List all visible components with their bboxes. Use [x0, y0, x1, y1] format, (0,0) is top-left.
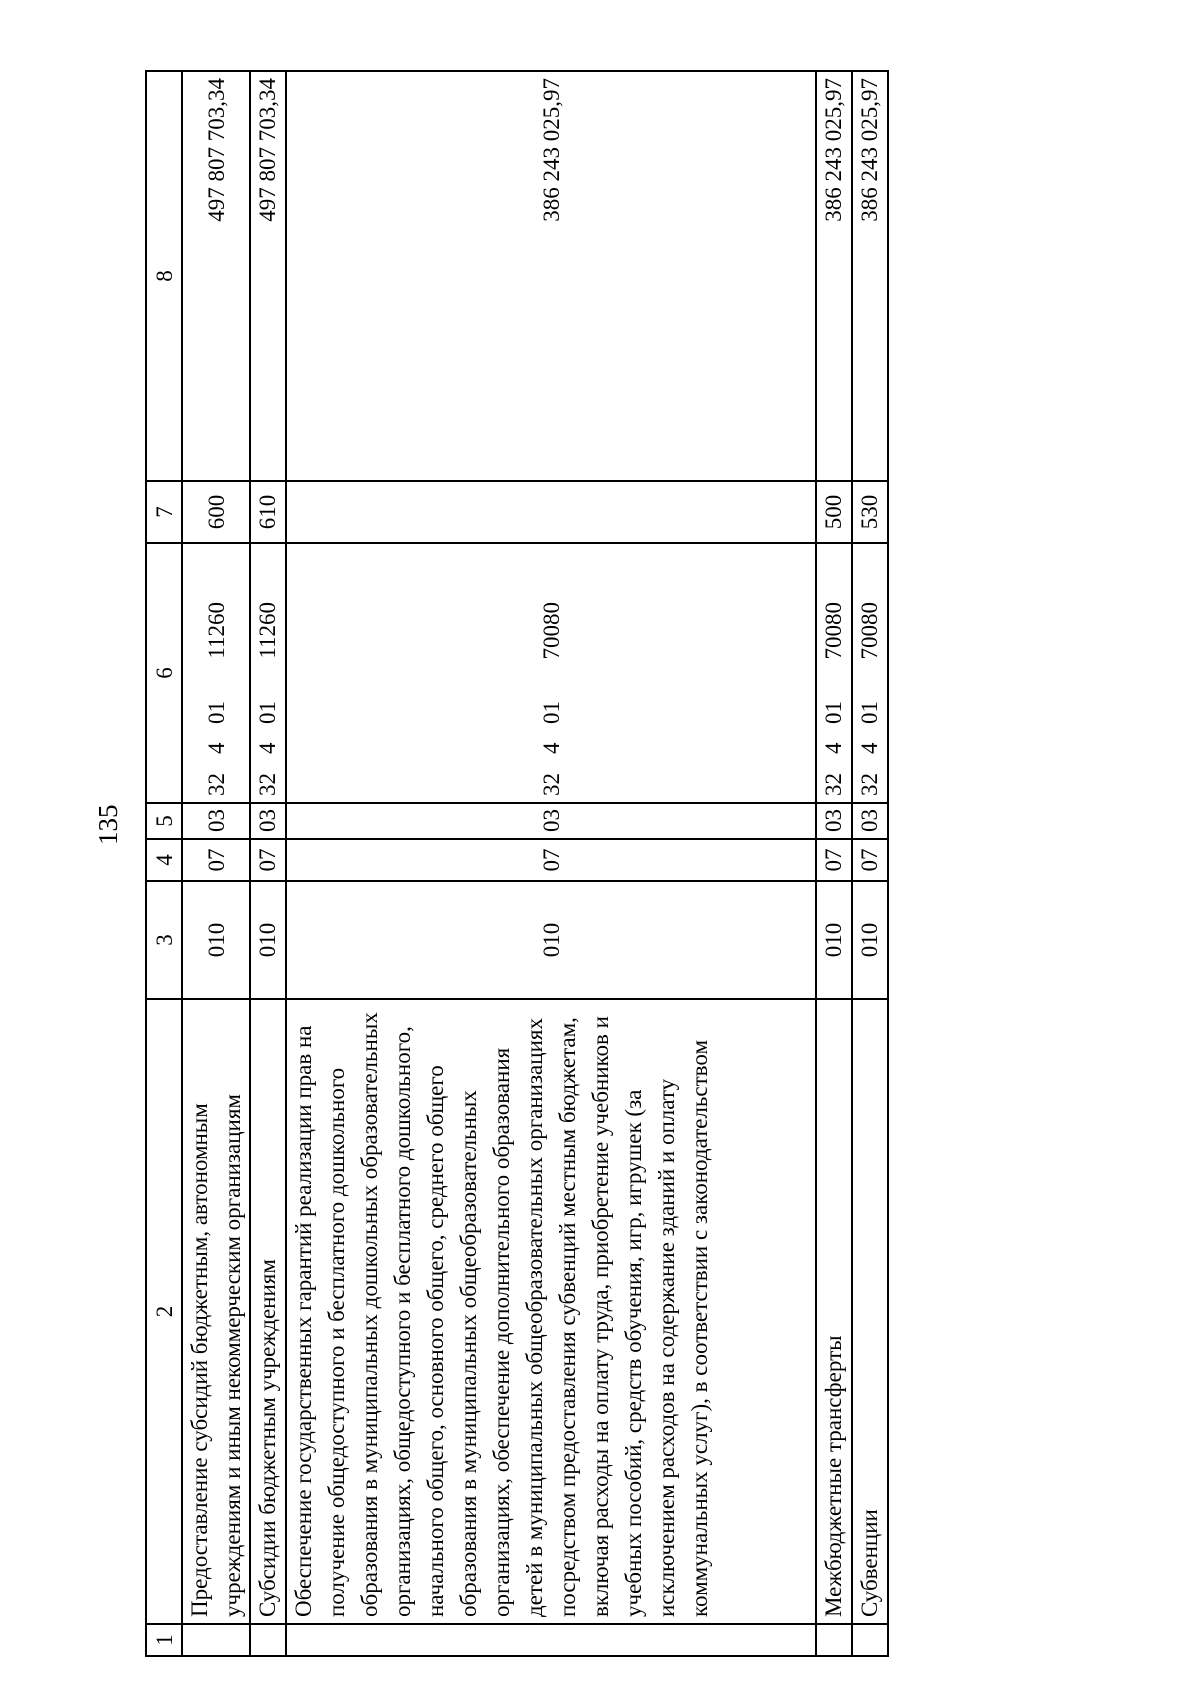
cell-col-1: [182, 1624, 250, 1656]
cell-col-5: 03: [182, 803, 250, 839]
cell-col-4: 07: [286, 839, 816, 881]
cell-col-6: [816, 543, 852, 803]
table-row: [816, 71, 852, 1656]
table-row: [286, 71, 816, 1656]
code-segment: 32: [255, 773, 280, 796]
code-segment: 32: [203, 773, 229, 796]
cell-col-5: 03: [250, 803, 286, 839]
cell-col-6: [250, 543, 286, 803]
header-col-1: 1: [146, 1624, 182, 1656]
budget-table: [145, 70, 889, 1657]
cell-col-7: 530: [852, 481, 888, 543]
header-col-8: 8: [146, 71, 182, 481]
code-segment: 11260: [255, 602, 280, 659]
cell-col-7: [286, 481, 816, 543]
code-segment: 4: [857, 742, 882, 754]
cell-name: Обеспечение государственных гарантий реализации прав на получение общедоступного и бесплатного дошкольного образования в муниципальных дошкольных образовательных организациях, общедоступного и бесплатного дошкольного, начального общего, основного общего, среднего общего образования в муниципальных общеобразовательных организациях, обеспечение дополнительного образования детей в муниципальных общеобразовательных организациях посредством предоставления субвенций местным бюджетам, включая расходы на оплату труда, приобретение учебников и учебных пособий, средств обучения, игр, игрушек (за исключением расходов на содержание зданий и оплату коммунальных услуг), в соответствии с законодательством: [286, 999, 816, 1624]
cell-col-5: 03: [816, 803, 852, 839]
code-segment: 01: [821, 701, 846, 724]
header-col-5: 5: [146, 803, 182, 839]
cell-col-6: [286, 543, 816, 803]
code-segment: 4: [203, 742, 229, 754]
cell-col-4: 07: [816, 839, 852, 881]
code-segment: 70080: [857, 602, 882, 660]
header-col-6: 6: [146, 543, 182, 803]
cell-name: Предоставление субсидий бюджетным, автономным учреждениям и иным некоммерческим организациям: [182, 999, 250, 1624]
cell-col-4: 07: [250, 839, 286, 881]
cell-col-7: 500: [816, 481, 852, 543]
code-segment: 01: [538, 701, 564, 724]
cell-col-5: 03: [852, 803, 888, 839]
cell-col-1: [852, 1624, 888, 1656]
cell-name: Межбюджетные трансферты: [816, 999, 852, 1624]
cell-name: Субвенции: [852, 999, 888, 1624]
code-segment: 4: [821, 742, 846, 754]
page-number: 135: [93, 804, 123, 845]
cell-col-8: 497 807 703,34: [182, 71, 250, 481]
cell-col-3: 010: [852, 881, 888, 999]
cell-col-4: 07: [182, 839, 250, 881]
cell-col-8: 386 243 025,97: [816, 71, 852, 481]
cell-col-4: 07: [852, 839, 888, 881]
cell-col-5: 03: [286, 803, 816, 839]
cell-col-7: 600: [182, 481, 250, 543]
cell-col-3: 010: [182, 881, 250, 999]
cell-col-3: 010: [286, 881, 816, 999]
rotated-table-container: [145, 72, 945, 1657]
table-row: [852, 71, 888, 1656]
cell-col-8: 386 243 025,97: [286, 71, 816, 481]
code-segment: 70080: [538, 602, 564, 660]
cell-col-6: [852, 543, 888, 803]
cell-col-7: 610: [250, 481, 286, 543]
code-segment: 32: [538, 773, 564, 796]
code-segment: 01: [857, 701, 882, 724]
code-segment: 32: [857, 773, 882, 796]
header-col-4: 4: [146, 839, 182, 881]
code-segment: 11260: [203, 602, 229, 659]
header-row: [146, 71, 182, 1656]
header-col-7: 7: [146, 481, 182, 543]
code-segment: 4: [538, 742, 564, 754]
code-segment: 70080: [821, 602, 846, 660]
cell-col-8: 386 243 025,97: [852, 71, 888, 481]
header-col-2: 2: [146, 999, 182, 1624]
header-col-3: 3: [146, 881, 182, 999]
code-segment: 01: [255, 701, 280, 724]
cell-col-8: 497 807 703,34: [250, 71, 286, 481]
code-segment: 32: [821, 773, 846, 796]
cell-col-1: [286, 1624, 816, 1656]
cell-col-1: [816, 1624, 852, 1656]
cell-name: Субсидии бюджетным учреждениям: [250, 999, 286, 1624]
cell-col-1: [250, 1624, 286, 1656]
cell-col-3: 010: [250, 881, 286, 999]
table-row: [182, 71, 250, 1656]
cell-col-3: 010: [816, 881, 852, 999]
code-segment: 4: [255, 742, 280, 754]
table-row: [250, 71, 286, 1656]
code-segment: 01: [203, 701, 229, 724]
cell-col-6: [182, 543, 250, 803]
